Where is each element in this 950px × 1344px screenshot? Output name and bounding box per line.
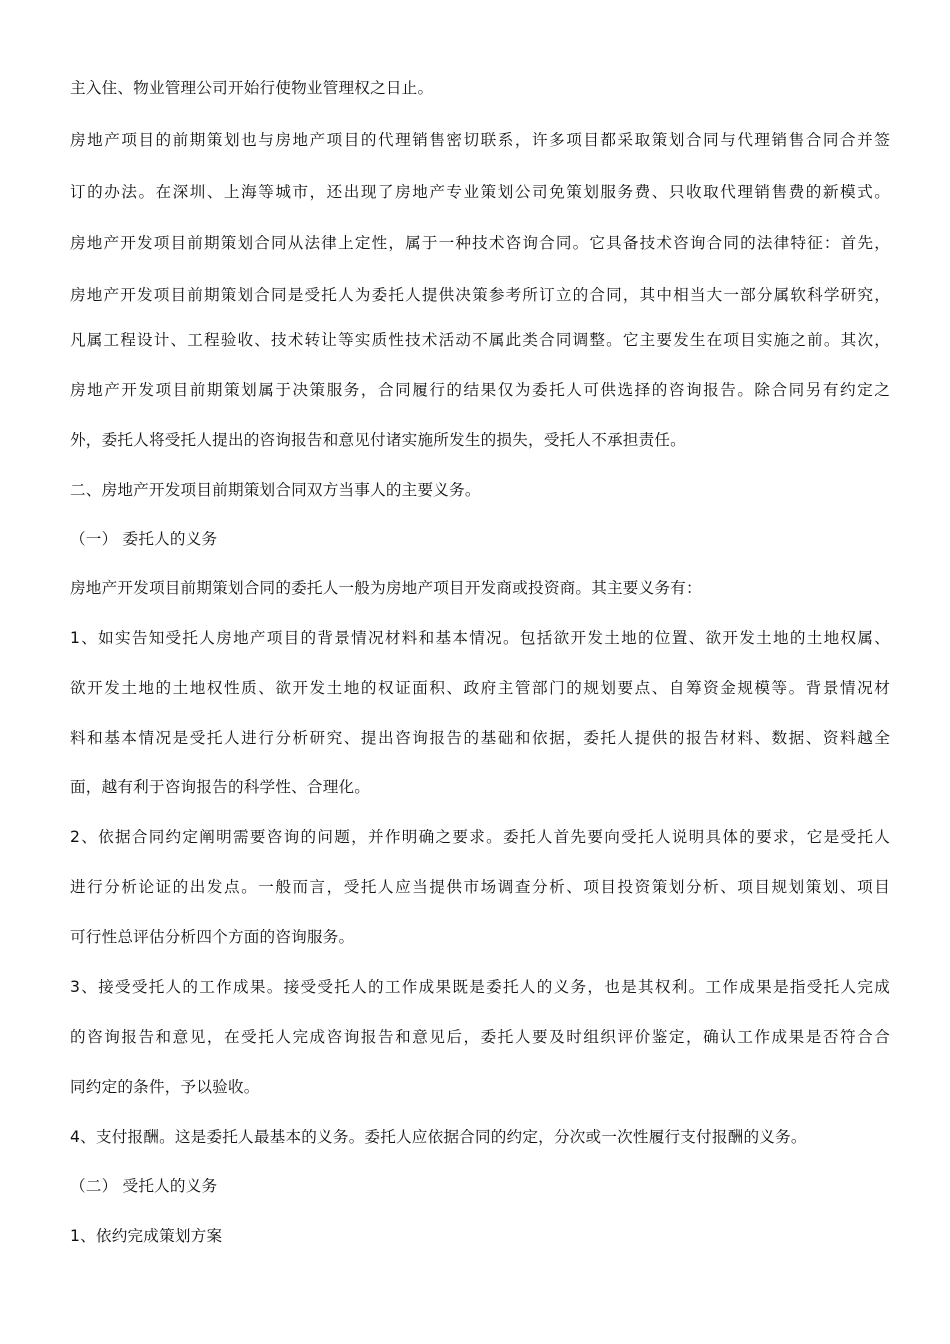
section-heading: 二、房地产开发项目前期策划合同双方当事人的主要义务。 bbox=[70, 481, 481, 499]
paragraph-line: 面，越有利于咨询报告的科学性、合理化。 bbox=[70, 778, 371, 796]
paragraph-line: 房地产项目的前期策划也与房地产项目的代理销售密切联系，许多项目都采取策划合同与代理销售合同合并签 bbox=[70, 131, 890, 149]
paragraph-line: 房地产开发项目前期策划合同从法律上定性，属于一种技术咨询合同。它具备技术咨询合同的法律特征：首先， bbox=[70, 234, 890, 252]
paragraph-line: 房地产开发项目前期策划合同的委托人一般为房地产项目开发商或投资商。其主要义务有： bbox=[70, 579, 702, 597]
paragraph-line: 料和基本情况是受托人进行分析研究、提出咨询报告的基础和依据，委托人提供的报告材料、数据、资料越全 bbox=[70, 729, 890, 747]
paragraph-line: 主入住、物业管理公司开始行使物业管理权之日止。 bbox=[70, 79, 434, 97]
paragraph-line: 的咨询报告和意见，在受托人完成咨询报告和意见后，委托人要及时组织评价鉴定，确认工作成果是否符合合 bbox=[70, 1028, 890, 1046]
paragraph-line: 凡属工程设计、工程验收、技术转让等实质性技术活动不属此类合同调整。它主要发生在项目实施之前。其次， bbox=[70, 331, 890, 349]
subsection-heading: （一） 委托人的义务 bbox=[70, 530, 218, 548]
paragraph-line: 房地产开发项目前期策划属于决策服务，合同履行的结果仅为委托人可供选择的咨询报告。除合同另有约定之 bbox=[70, 381, 890, 399]
paragraph-line: 1、如实告知受托人房地产项目的背景情况材料和基本情况。包括欲开发土地的位置、欲开发土地的土地权属、 bbox=[70, 629, 890, 647]
paragraph-line: 可行性总评估分析四个方面的咨询服务。 bbox=[70, 928, 355, 946]
paragraph-line: 欲开发土地的土地权性质、欲开发土地的权证面积、政府主管部门的规划要点、自筹资金规模等。背景情况材 bbox=[70, 679, 890, 697]
paragraph-line: 2、依据合同约定阐明需要咨询的问题，并作明确之要求。委托人首先要向受托人说明具体的要求，它是受托人 bbox=[70, 828, 890, 846]
subsection-heading: （二） 受托人的义务 bbox=[70, 1177, 218, 1195]
paragraph-line: 4、支付报酬。这是委托人最基本的义务。委托人应依据合同的约定，分次或一次性履行支付报酬的义务。 bbox=[70, 1128, 807, 1146]
paragraph-line: 订的办法。在深圳、上海等城市，还出现了房地产专业策划公司免策划服务费、只收取代理销售费的新模式。 bbox=[70, 183, 890, 201]
paragraph-line: 进行分析论证的出发点。一般而言，受托人应当提供市场调查分析、项目投资策划分析、项目规划策划、项目 bbox=[70, 878, 890, 896]
paragraph-line: 1、依约完成策划方案 bbox=[70, 1227, 223, 1245]
paragraph-line: 外，委托人将受托人提出的咨询报告和意见付诸实施所发生的损失，受托人不承担责任。 bbox=[70, 431, 686, 449]
paragraph-line: 房地产开发项目前期策划合同是受托人为委托人提供决策参考所订立的合同，其中相当大一部分属软科学研究， bbox=[70, 286, 890, 304]
paragraph-line: 同约定的条件，予以验收。 bbox=[70, 1078, 260, 1096]
paragraph-line: 3、接受受托人的工作成果。接受受托人的工作成果既是委托人的义务，也是其权利。工作成果是指受托人完成 bbox=[70, 978, 890, 996]
